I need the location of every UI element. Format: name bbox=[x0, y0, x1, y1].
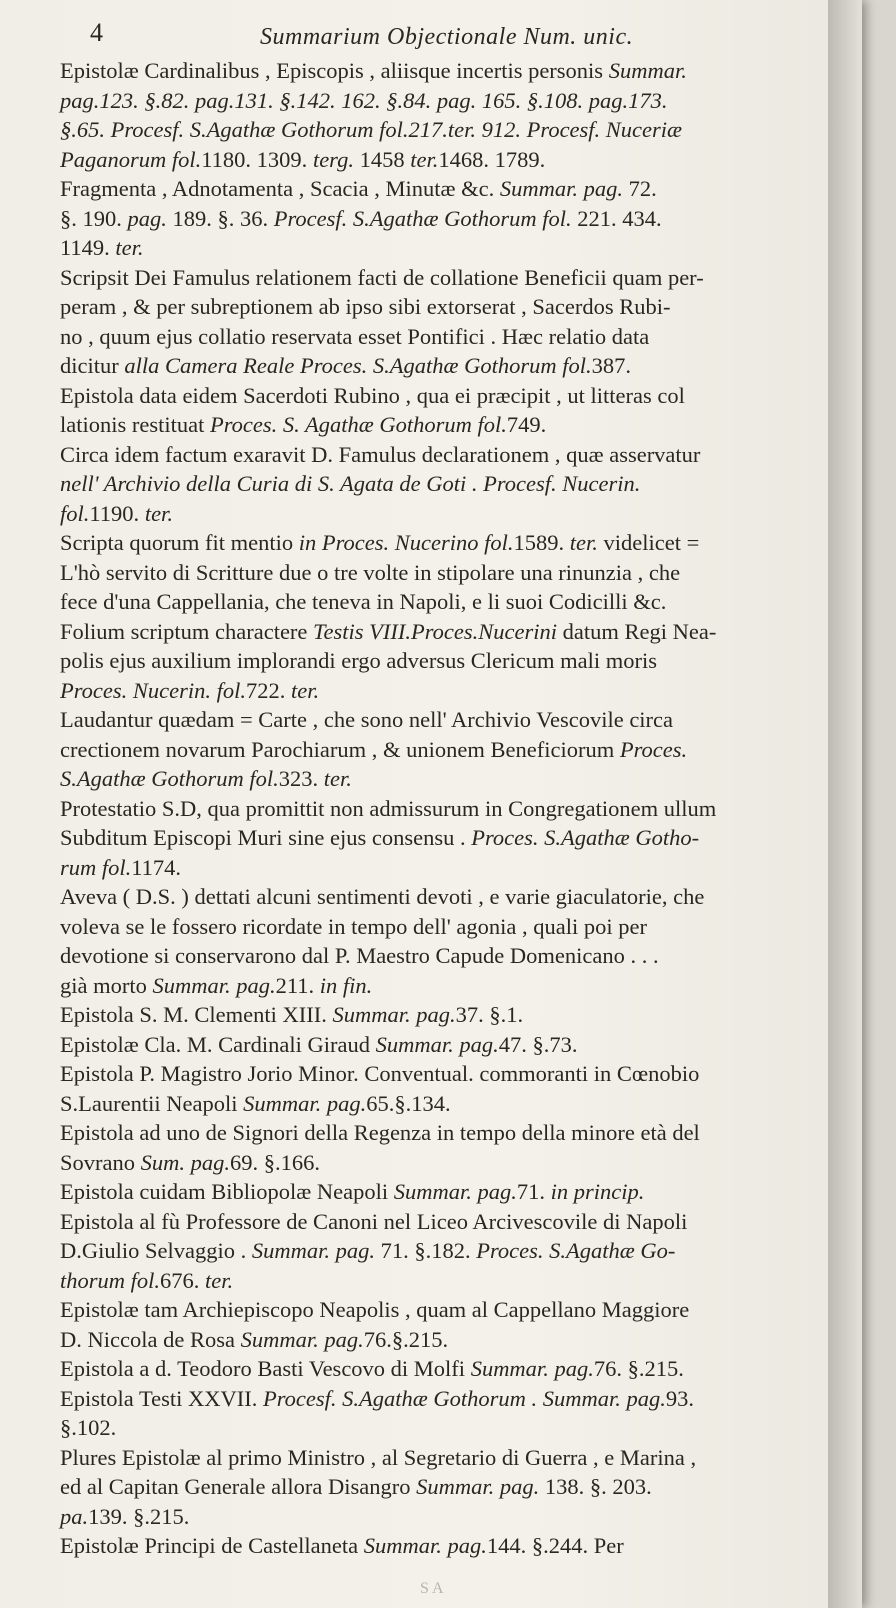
citation-text: pag. bbox=[127, 205, 167, 231]
index-entry bbox=[60, 1384, 814, 1443]
entry-text: Epistolæ tam Archiepiscopo Neapolis , quam al Cappellano Maggiore bbox=[60, 1297, 690, 1322]
entry-line bbox=[60, 1443, 814, 1473]
entry-text: Epistolæ Cardinalibus , Episcopis , aliisque incertis personis bbox=[60, 58, 609, 83]
citation-text: pa. bbox=[60, 1503, 89, 1529]
page-number: 4 bbox=[90, 18, 103, 47]
entry-line bbox=[60, 233, 814, 263]
entry-line bbox=[60, 676, 814, 706]
citation-text: ter. bbox=[323, 766, 352, 791]
entry-text: 139. §.215. bbox=[88, 1503, 190, 1529]
entry-line bbox=[60, 1059, 814, 1089]
entry-line bbox=[60, 1413, 814, 1443]
entry-text: 749. bbox=[506, 412, 547, 437]
entry-text: 72. bbox=[623, 176, 657, 201]
entry-line bbox=[60, 1236, 814, 1266]
entry-text: polis ejus auxilium implorandi ergo adversus Clericum mali moris bbox=[60, 648, 657, 673]
index-entry bbox=[60, 1443, 814, 1532]
entry-line bbox=[60, 528, 814, 558]
entry-text: 221. 434. bbox=[571, 205, 662, 231]
citation-text: Testis VIII.Proces.Nucerini bbox=[313, 618, 557, 644]
entry-line bbox=[60, 1266, 814, 1296]
index-entry bbox=[60, 882, 814, 1000]
citation-text: Sum. pag. bbox=[140, 1149, 230, 1175]
citation-text: Procesf. S.Agathæ Gothorum . Summar. pag. bbox=[262, 1385, 666, 1411]
entry-text: 76. §.215. bbox=[593, 1356, 684, 1381]
entry-text: 47. §.73. bbox=[498, 1031, 578, 1057]
entry-text: Epistola Testi XXVII. bbox=[60, 1385, 263, 1411]
entry-text: 76.§.215. bbox=[363, 1326, 449, 1352]
entry-text: 1458 bbox=[353, 146, 411, 172]
entry-line bbox=[60, 1030, 814, 1060]
entry-text: 69. §.166. bbox=[230, 1149, 320, 1175]
entry-line bbox=[60, 145, 814, 175]
entry-text: crectionem novarum Parochiarum , & unionem Beneficiorum bbox=[60, 736, 620, 762]
entry-text: 189. §. 36. bbox=[166, 205, 274, 231]
entry-line bbox=[60, 204, 814, 234]
entry-line bbox=[60, 1502, 814, 1532]
citation-text: Paganorum fol. bbox=[60, 146, 202, 172]
entry-line bbox=[60, 1000, 814, 1030]
citation-text: pag.123. §.82. pag.131. §.142. 162. §.84. pag. 165. §.108. pag.173. bbox=[60, 87, 668, 113]
entry-text: Epistola S. M. Clementi XIII. bbox=[60, 1002, 333, 1027]
citation-text: ter. bbox=[291, 677, 320, 703]
entry-text: Subditum Episcopi Muri sine ejus consensu . bbox=[60, 825, 472, 850]
entry-line bbox=[60, 971, 814, 1001]
entry-line bbox=[60, 794, 814, 824]
index-entry bbox=[60, 174, 814, 263]
signature-mark: S A bbox=[420, 1580, 444, 1597]
citation-text: Summar. pag. bbox=[416, 1474, 540, 1499]
entry-text: Circa idem factum exaravit D. Famulus declarationem , quæ asservatur bbox=[60, 441, 701, 467]
entry-line bbox=[60, 1354, 814, 1384]
entry-line bbox=[60, 469, 814, 499]
entry-line bbox=[60, 705, 814, 735]
citation-text: Summar. pag. bbox=[393, 1179, 517, 1204]
entry-text: Epistolæ Principi de Castellaneta bbox=[60, 1533, 364, 1558]
entry-text: 138. §. 203. bbox=[539, 1474, 652, 1499]
running-title: Summarium Objectionale Num. unic. bbox=[260, 24, 634, 50]
citation-text: in princip. bbox=[550, 1179, 645, 1204]
entry-line bbox=[60, 617, 814, 647]
citation-text: in fin. bbox=[319, 972, 373, 998]
entry-line bbox=[60, 263, 814, 293]
citation-text: ter. bbox=[569, 530, 598, 555]
entry-text: 1180. 1309. bbox=[201, 146, 313, 172]
index-entry bbox=[60, 1059, 814, 1118]
index-entry bbox=[60, 1000, 814, 1030]
citation-text: Summar. pag. bbox=[243, 1090, 367, 1116]
entry-line bbox=[60, 381, 814, 411]
entry-line bbox=[60, 174, 814, 204]
entry-text: Epistolæ Cla. M. Cardinali Giraud bbox=[60, 1031, 376, 1057]
index-entry bbox=[60, 705, 814, 794]
entry-line bbox=[60, 823, 814, 853]
entry-line bbox=[60, 1325, 814, 1355]
entry-line bbox=[60, 1472, 814, 1502]
citation-text: thorum fol. bbox=[60, 1267, 161, 1293]
citation-text: ter. bbox=[410, 146, 439, 172]
index-entry bbox=[60, 1030, 814, 1060]
entry-line bbox=[60, 410, 814, 440]
entry-line bbox=[60, 912, 814, 942]
citation-text: Summar. pag. bbox=[251, 1238, 376, 1263]
index-entry bbox=[60, 617, 814, 706]
entry-text: Epistola a d. Teodoro Basti Vescovo di Molfi bbox=[60, 1356, 471, 1381]
entry-line bbox=[60, 351, 814, 381]
entry-line bbox=[60, 1295, 814, 1325]
citation-text: Summar. pag. bbox=[240, 1326, 364, 1352]
citation-text: ter. bbox=[205, 1267, 234, 1293]
page-edge bbox=[828, 0, 862, 1608]
entry-text: 93. bbox=[665, 1385, 695, 1411]
entry-text: lationis restituat bbox=[60, 412, 210, 437]
entry-text: 1190. bbox=[89, 500, 145, 526]
citation-text: Summar. pag. bbox=[332, 1002, 456, 1027]
citation-text: ter. bbox=[115, 235, 144, 260]
entry-line bbox=[60, 941, 814, 971]
entry-text: Fragmenta , Adnotamenta , Scacia , Minutæ &c. bbox=[60, 176, 500, 201]
entry-text: fece d'una Cappellania, che teneva in Napoli, e li suoi Codicilli &c. bbox=[60, 589, 667, 614]
entry-line bbox=[60, 735, 814, 765]
citation-text: Summar. pag. bbox=[363, 1533, 487, 1558]
index-entry bbox=[60, 263, 814, 381]
index-entry bbox=[60, 528, 814, 617]
entry-text: 387. bbox=[591, 353, 631, 378]
citation-text: Summar. pag. bbox=[470, 1356, 594, 1381]
entry-text: D.Giulio Selvaggio . bbox=[60, 1238, 252, 1263]
index-entry bbox=[60, 440, 814, 529]
entry-line bbox=[60, 1207, 814, 1237]
entry-line bbox=[60, 1177, 814, 1207]
entry-text: Epistola ad uno de Signori della Regenza in tempo della minore età del bbox=[60, 1120, 700, 1145]
entry-text: già morto bbox=[60, 972, 153, 998]
entry-line bbox=[60, 440, 814, 470]
index-entry bbox=[60, 381, 814, 440]
entry-text: 722. bbox=[246, 677, 292, 703]
citation-text: Proces. S. Agathæ Gothorum fol. bbox=[209, 412, 507, 437]
citation-text: Summar. pag. bbox=[499, 176, 624, 201]
entry-text: 1174. bbox=[131, 854, 182, 880]
index-entry bbox=[60, 56, 814, 174]
entry-text: 37. §.1. bbox=[455, 1002, 524, 1027]
citation-text: Summar. bbox=[608, 58, 687, 83]
index-entry bbox=[60, 1295, 814, 1354]
citation-text: Procesf. S.Agathæ Gothorum fol. bbox=[273, 205, 572, 231]
citation-text: ter. bbox=[144, 500, 173, 526]
entry-text: D. Niccola de Rosa bbox=[60, 1326, 241, 1352]
citation-text: §.65. Procesf. S.Agathæ Gothorum fol.217.ter. 912. Procesf. Nuceriæ bbox=[60, 117, 683, 142]
entry-text: voleva se le fossero ricordate in tempo dell' agonia , quali poi per bbox=[60, 913, 647, 939]
entry-text: §.102. bbox=[60, 1415, 117, 1440]
entry-text: Epistola cuidam Bibliopolæ Neapoli bbox=[60, 1179, 394, 1204]
entry-text: dicitur bbox=[60, 353, 125, 378]
entry-line bbox=[60, 1089, 814, 1119]
entry-text: Protestatio S.D, qua promittit non admissurum in Congregationem ullum bbox=[60, 795, 717, 821]
entry-line bbox=[60, 1118, 814, 1148]
index-entry bbox=[60, 1177, 814, 1207]
entry-text: 676. bbox=[160, 1267, 206, 1293]
entry-line bbox=[60, 646, 814, 676]
entry-text: Epistola al fù Professore de Canoni nel Liceo Arcivescovile di Napoli bbox=[60, 1208, 688, 1234]
entry-text: §. 190. bbox=[60, 205, 128, 231]
page-header bbox=[90, 18, 822, 58]
entry-line bbox=[60, 86, 814, 116]
index-entry bbox=[60, 1207, 814, 1296]
citation-text: alla Camera Reale Proces. S.Agathæ Gothorum fol. bbox=[124, 353, 592, 378]
citation-text: Proces. S.Agathæ Go- bbox=[476, 1238, 676, 1263]
entry-text: 323. bbox=[278, 766, 324, 791]
entry-text: Plures Epistolæ al primo Ministro , al Segretario di Guerra , e Marina , bbox=[60, 1444, 697, 1470]
entry-line bbox=[60, 764, 814, 794]
citation-text: S.Agathæ Gothorum fol. bbox=[60, 766, 279, 791]
entry-text: Epistola P. Magistro Jorio Minor. Conventual. commoranti in Cœnobio bbox=[60, 1061, 700, 1086]
entry-text: L'hò servito di Scritture due o tre volte in stipolare una rinunzia , che bbox=[60, 559, 681, 585]
entry-line bbox=[60, 292, 814, 322]
citation-text: fol. bbox=[60, 500, 90, 526]
entry-text: 1589. bbox=[513, 530, 570, 555]
entry-line bbox=[60, 322, 814, 352]
citation-text: Proces. Nucerin. fol. bbox=[60, 677, 247, 703]
entry-text: no , quum ejus collatio reservata esset Pontifici . Hæc relatio data bbox=[60, 323, 650, 349]
entry-line bbox=[60, 882, 814, 912]
index-entry bbox=[60, 1531, 814, 1561]
entry-text: Scripta quorum fit mentio bbox=[60, 530, 299, 555]
citation-text: Proces. bbox=[619, 736, 688, 762]
citation-text: in Proces. Nucerino fol. bbox=[298, 530, 514, 555]
entry-text: Laudantur quædam = Carte , che sono nell' Archivio Vescovile circa bbox=[60, 707, 674, 732]
entry-text: peram , & per subreptionem ab ipso sibi extorserat , Sacerdos Rubi- bbox=[60, 294, 671, 319]
citation-text: Summar. pag. bbox=[375, 1031, 499, 1057]
entry-text: 71. bbox=[516, 1179, 551, 1204]
entry-line bbox=[60, 499, 814, 529]
entry-text: videlicet = bbox=[597, 530, 700, 555]
entry-text: 71. §.182. bbox=[375, 1238, 477, 1263]
citation-text: Proces. S.Agathæ Gotho- bbox=[471, 825, 700, 850]
entry-text: 1149. bbox=[60, 235, 116, 260]
entry-text: Epistola data eidem Sacerdoti Rubino , qua ei præcipit , ut litteras col bbox=[60, 382, 685, 408]
entry-text: 211. bbox=[275, 972, 320, 998]
entry-line bbox=[60, 558, 814, 588]
index-entries bbox=[60, 56, 814, 1561]
index-entry bbox=[60, 1118, 814, 1177]
citation-text: terg. bbox=[312, 146, 354, 172]
citation-text: nell' Archivio della Curia di S. Agata de Goti . Procesf. Nucerin. bbox=[60, 471, 641, 496]
entry-line bbox=[60, 115, 814, 145]
entry-text: Aveva ( D.S. ) dettati alcuni sentimenti devoti , e varie giaculatorie, che bbox=[60, 884, 705, 909]
index-entry bbox=[60, 794, 814, 883]
entry-line bbox=[60, 56, 814, 86]
entry-text: S.Laurentii Neapoli bbox=[60, 1090, 244, 1116]
entry-text: devotione si conservarono dal P. Maestro Capude Domenicano . . . bbox=[60, 943, 659, 968]
entry-line bbox=[60, 1531, 814, 1561]
entry-text: Folium scriptum charactere bbox=[60, 618, 314, 644]
entry-line bbox=[60, 587, 814, 617]
index-entry bbox=[60, 1354, 814, 1384]
entry-text: 1468. 1789. bbox=[438, 146, 546, 172]
citation-text: rum fol. bbox=[60, 854, 132, 880]
entry-text: datum Regi Nea- bbox=[556, 618, 717, 644]
entry-text: 65.§.134. bbox=[366, 1090, 451, 1116]
entry-text: Sovrano bbox=[60, 1149, 141, 1175]
entry-line bbox=[60, 1384, 814, 1414]
entry-text: Scripsit Dei Famulus relationem facti de collatione Beneficii quam per- bbox=[60, 264, 704, 290]
entry-text: ed al Capitan Generale allora Disangro bbox=[60, 1474, 417, 1499]
entry-line bbox=[60, 853, 814, 883]
entry-line bbox=[60, 1148, 814, 1178]
entry-text: 144. §.244. Per bbox=[486, 1533, 624, 1558]
citation-text: Summar. pag. bbox=[152, 972, 276, 998]
